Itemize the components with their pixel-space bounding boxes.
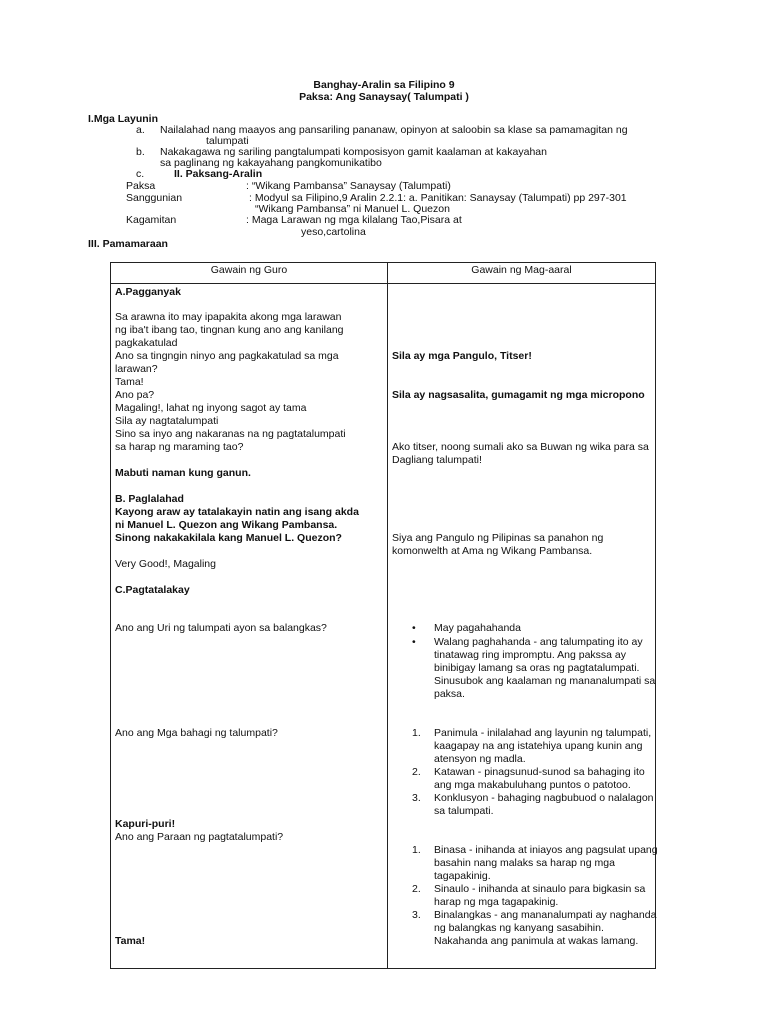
paglalahad-line1: Kayong araw ay tatalakayin natin ang isang akda <box>115 506 359 518</box>
guro-q1-line1: Ano sa tingngin ninyo ang pagkakatulad sa mga <box>115 350 339 362</box>
guro-intro-line3: pagkakatulad <box>115 337 178 349</box>
bahagi-item-2-line1: Katawan - pinagsunud-sunod sa bahaging ito <box>434 766 645 778</box>
paglalahad-line3: Sinong nakakakilala kang Manuel L. Quezon? <box>115 532 342 544</box>
paraan-item-3-line2: ng balangkas ng kanyang sasabihin. <box>434 922 604 934</box>
uri-item-1: May pagahahanda <box>434 622 521 634</box>
guro-q1-line2: larawan? <box>115 363 158 375</box>
paraan-item-3-line3: Nakahanda ang panimula at wakas lamang. <box>434 935 639 947</box>
uri-bullet-2: • <box>412 636 416 648</box>
guro-q3: Ano ang Uri ng talumpati ayon sa balangkas? <box>115 622 327 634</box>
column-header-mag-aaral: Gawain ng Mag-aaral <box>388 263 656 284</box>
kagamitan-value: : Maga Larawan ng mga kilalang Tao,Pisara at <box>246 214 462 226</box>
sanggunian-value: : Modyul sa Filipino,9 Aralin 2.2.1: a. Panitikan: Sanaysay (Talumpati) pp 297-301 <box>249 192 627 204</box>
uri-item-2-line2: tinatawag ring impromptu. Ang pakssa ay <box>434 649 627 661</box>
guro-magaling: Magaling!, lahat ng inyong sagot ay tama <box>115 402 307 414</box>
lesson-table <box>110 262 656 969</box>
layunin-marker-c: c. <box>136 168 145 180</box>
document-subject: Paksa: Ang Sanaysay( Talumpati ) <box>299 91 469 103</box>
column-header-guro: Gawain ng Guro <box>111 263 388 284</box>
layunin-item-b-line1: Nakakagawa ng sariling pangtalumpati komposisyon gamit kaalaman at kakayahan <box>160 146 547 158</box>
guro-kapuri-puri: Kapuri-puri! <box>115 818 176 830</box>
paraan-item-3-line1: Binalangkas - ang mananalumpati ay naghanda <box>434 909 657 921</box>
mag-aaral-answer-4-line2: komonwelth at Ama ng Wikang Pambansa. <box>392 545 593 557</box>
layunin-marker-b: b. <box>136 146 145 158</box>
kagamitan-label: Kagamitan <box>126 214 177 226</box>
guro-tama-1: Tama! <box>115 376 144 388</box>
guro-q2-line1: Sino sa inyo ang nakaranas na ng pagtatalumpati <box>115 428 346 440</box>
paraan-item-1-line3: tagapakinig. <box>434 870 491 882</box>
guro-q2-line2: sa harap ng maraming tao? <box>115 441 244 453</box>
mag-aaral-answer-1: Sila ay mga Pangulo, Titser! <box>392 350 532 362</box>
layunin-item-a-line1: Nailalahad nang maayos ang pansariling pananaw, opinyon at saloobin sa klase sa pamamagitan ng <box>160 124 628 136</box>
sanggunian-value-2: “Wikang Pambansa” ni Manuel L. Quezon <box>255 203 450 215</box>
pamamaraan-heading: III. Pamamaraan <box>88 238 168 250</box>
sanggunian-label: Sanggunian <box>126 192 183 204</box>
bahagi-item-1-line2: kaagapay na ang istatehiya upang kunin ang <box>434 740 643 752</box>
mag-aaral-cell <box>388 284 656 969</box>
paksang-aralin-heading: II. Paksang-Aralin <box>174 168 263 180</box>
paraan-item-1-line1: Binasa - inihanda at iniayos ang pagsulat upang <box>434 844 658 856</box>
guro-intro-line2: ng iba't ibang tao, tingnan kung ano ang kanilang <box>115 324 344 336</box>
uri-item-2-line1: Walang paghahanda - ang talumpating ito ay <box>434 636 643 648</box>
paraan-item-2-line2: harap ng mga tagapakinig. <box>434 896 559 908</box>
bahagi-number-3: 3. <box>412 792 421 804</box>
bahagi-number-2: 2. <box>412 766 421 778</box>
uri-item-2-line4: Sinusubok ang kaalaman ng mananalumpati sa <box>434 675 656 687</box>
mag-aaral-answer-4-line1: Siya ang Pangulo ng Pilipinas sa panahon ng <box>392 532 604 544</box>
paraan-item-2-line1: Sinaulo - inihanda at sinaulo para bigkasin sa <box>434 883 646 895</box>
uri-bullet-1: • <box>412 622 416 634</box>
paglalahad-heading: B. Paglalahad <box>115 493 184 505</box>
paksa-value: : “Wikang Pambansa” Sanaysay (Talumpati) <box>246 180 451 192</box>
document-title: Banghay-Aralin sa Filipino 9 <box>313 79 455 91</box>
bahagi-item-1-line1: Panimula - inilalahad ang layunin ng talumpati, <box>434 727 652 739</box>
bahagi-item-3-line1: Konklusyon - bahaging nagbubuod o nalalagon <box>434 792 654 804</box>
kagamitan-value-2: yeso,cartolina <box>301 226 366 238</box>
guro-nagtatalumpati: Sila ay nagtatalumpati <box>115 415 219 427</box>
guro-q4: Ano ang Mga bahagi ng talumpati? <box>115 727 278 739</box>
guro-mabuti: Mabuti naman kung ganun. <box>115 467 251 479</box>
layunin-marker-a: a. <box>136 124 145 136</box>
bahagi-item-1-line3: atensyon ng madla. <box>434 753 526 765</box>
guro-intro-line1: Sa arawna ito may ipapakita akong mga larawan <box>115 311 342 323</box>
guro-cell <box>111 284 388 969</box>
paraan-item-1-line2: basahin nang malaks sa harap ng mga <box>434 857 615 869</box>
mag-aaral-answer-3-line2: Dagliang talumpati! <box>392 454 482 466</box>
uri-item-2-line5: paksa. <box>434 688 465 700</box>
pagtatalakay-heading: C.Pagtatalakay <box>115 584 190 596</box>
layunin-heading: I.Mga Layunin <box>88 113 159 125</box>
guro-tama-2: Tama! <box>115 935 146 947</box>
mag-aaral-answer-3-line1: Ako titser, noong sumali ako sa Buwan ng wika para sa <box>392 441 649 453</box>
bahagi-number-1: 1. <box>412 727 421 739</box>
pagganyak-heading: A.Pagganyak <box>115 286 181 298</box>
layunin-item-a-line2: talumpati <box>206 135 249 147</box>
guro-q5: Ano ang Paraan ng pagtatalumpati? <box>115 831 284 843</box>
bahagi-item-2-line2: ang mga makabuluhang puntos o patotoo. <box>434 779 631 791</box>
paglalahad-line2: ni Manuel L. Quezon ang Wikang Pambansa. <box>115 519 338 531</box>
guro-very-good: Very Good!, Magaling <box>115 558 216 570</box>
mag-aaral-answer-2: Sila ay nagsasalita, gumagamit ng mga micropono <box>392 389 645 401</box>
uri-item-2-line3: binibigay lamang sa oras ng pagtatalumpati. <box>434 662 640 674</box>
paraan-number-1: 1. <box>412 844 421 856</box>
layunin-item-b-line2: sa paglinang ng kakayahang pangkomunikatibo <box>160 157 382 169</box>
paraan-number-2: 2. <box>412 883 421 895</box>
guro-ano-pa: Ano pa? <box>115 389 155 401</box>
paraan-number-3: 3. <box>412 909 421 921</box>
bahagi-item-3-line2: sa talumpati. <box>434 805 494 817</box>
paksa-label: Paksa <box>126 180 156 192</box>
